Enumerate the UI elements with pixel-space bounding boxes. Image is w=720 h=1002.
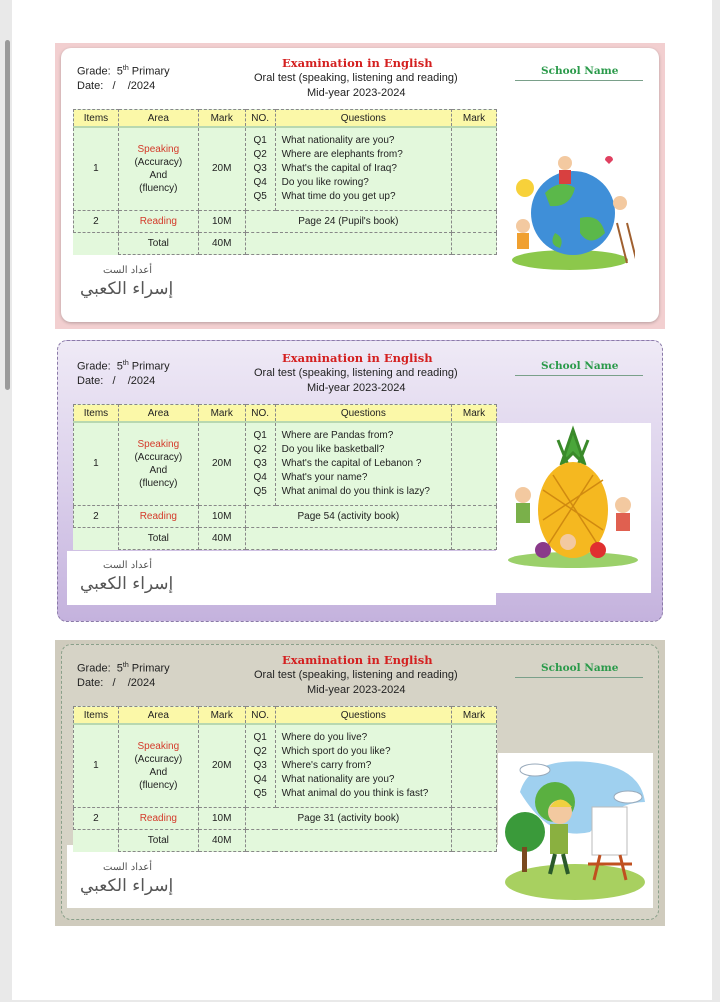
- item-number: 1: [74, 422, 119, 505]
- total-label: Total: [118, 232, 198, 254]
- empty-cell: [245, 232, 451, 254]
- mark-entry[interactable]: [452, 527, 497, 549]
- exam-period: Mid-year 2023-2024: [307, 382, 406, 394]
- table-row-speaking: [74, 422, 497, 505]
- grade-line: [77, 662, 170, 675]
- question-number: Q4: [253, 471, 267, 483]
- question-text: What nationality are you?: [281, 773, 395, 785]
- column-header: Mark: [198, 707, 245, 725]
- total-mark: 40M: [198, 829, 245, 851]
- grade-number: 5: [116, 662, 123, 675]
- grade-suffix: th: [122, 65, 129, 72]
- exam-card: [55, 640, 665, 926]
- table-row-total: [74, 829, 497, 851]
- question-number: Q5: [253, 485, 267, 497]
- question-number: Q3: [253, 162, 267, 174]
- column-header: Area: [118, 707, 198, 725]
- question-numbers: [245, 127, 275, 210]
- mark-entry[interactable]: [452, 829, 497, 851]
- school-name: School Name: [541, 662, 619, 674]
- question-text: Which sport do you like?: [281, 745, 391, 757]
- table-row-total: [74, 232, 497, 254]
- column-header: Items: [74, 707, 119, 725]
- question-number: Q1: [253, 134, 267, 146]
- question-number: Q4: [253, 176, 267, 188]
- area-detail: (fluency): [139, 477, 178, 489]
- empty-cell: [245, 829, 451, 851]
- area-speaking: Speaking: [137, 438, 180, 450]
- grade-label: Grade:: [77, 662, 111, 675]
- date-value: / /2024: [112, 80, 156, 92]
- reading-page: Page 31 (activity book): [245, 807, 451, 829]
- area-cell: [118, 724, 198, 807]
- signature-line1: أعداد الست: [103, 560, 152, 571]
- column-header: NO.: [245, 110, 275, 128]
- grade-line: [77, 65, 170, 78]
- mark-value: 10M: [198, 505, 245, 527]
- date-label: Date:: [77, 375, 104, 387]
- exam-title: Examination in English: [282, 351, 433, 365]
- mark-entry[interactable]: [452, 210, 497, 232]
- table-header-row: [74, 707, 497, 725]
- table-header-row: [74, 405, 497, 423]
- reading-page: Page 54 (activity book): [245, 505, 451, 527]
- question-text: Where's carry from?: [281, 759, 372, 771]
- signature-line1: أعداد الست: [103, 265, 152, 276]
- date-line: [77, 80, 155, 92]
- item-number: 2: [74, 210, 119, 232]
- school-name-underline: [515, 80, 643, 81]
- item-number: 1: [74, 724, 119, 807]
- question-text: What's your name?: [281, 471, 368, 483]
- table-row-total: [74, 527, 497, 549]
- painter-kid-illustration: [500, 752, 650, 907]
- mark-value: 20M: [198, 724, 245, 807]
- exam-card: [55, 338, 665, 624]
- area-detail: (fluency): [139, 182, 178, 194]
- area-reading: Reading: [118, 807, 198, 829]
- mark-entry[interactable]: [452, 127, 497, 210]
- column-header: Mark: [198, 110, 245, 128]
- signature-line2: إسراء الكعبي: [80, 279, 174, 299]
- exam-card: [55, 43, 665, 329]
- grade-number: 5: [116, 360, 123, 373]
- mark-entry[interactable]: [452, 724, 497, 807]
- area-reading: Reading: [118, 505, 198, 527]
- globe-kids-illustration: [505, 148, 635, 278]
- question-text: What animal do you think is fast?: [281, 787, 429, 799]
- column-header: Area: [118, 405, 198, 423]
- question-numbers: [245, 422, 275, 505]
- mark-entry[interactable]: [452, 807, 497, 829]
- question-number: Q1: [253, 731, 267, 743]
- scrollbar[interactable]: [5, 40, 10, 390]
- mark-value: 10M: [198, 807, 245, 829]
- total-mark: 40M: [198, 232, 245, 254]
- column-header: Questions: [275, 405, 451, 423]
- grade-text: Primary: [131, 65, 170, 78]
- mark-value: 20M: [198, 127, 245, 210]
- question-number: Q5: [253, 787, 267, 799]
- empty-cell: [74, 527, 119, 549]
- table-row-reading: [74, 505, 497, 527]
- exam-table: [73, 404, 497, 550]
- grade-label: Grade:: [77, 360, 111, 373]
- question-text: What animal do you think is lazy?: [281, 485, 430, 497]
- empty-cell: [245, 527, 451, 549]
- total-label: Total: [118, 527, 198, 549]
- question-text: Where do you live?: [281, 731, 368, 743]
- column-header: NO.: [245, 707, 275, 725]
- question-text: Do you like rowing?: [281, 176, 369, 188]
- area-detail: And: [149, 464, 168, 476]
- question-number: Q4: [253, 773, 267, 785]
- date-value: / /2024: [112, 375, 156, 387]
- column-header: Mark: [452, 110, 497, 128]
- column-header: Items: [74, 405, 119, 423]
- mark-entry[interactable]: [452, 505, 497, 527]
- area-detail: (Accuracy): [134, 156, 183, 168]
- area-detail: And: [149, 169, 168, 181]
- question-number: Q2: [253, 745, 267, 757]
- pineapple-kids-illustration: [498, 420, 648, 575]
- mark-value: 20M: [198, 422, 245, 505]
- total-mark: 40M: [198, 527, 245, 549]
- school-name: School Name: [541, 360, 619, 372]
- exam-table: [73, 706, 497, 852]
- area-detail: (Accuracy): [134, 753, 183, 765]
- question-text: What time do you get up?: [281, 190, 396, 202]
- date-value: / /2024: [112, 677, 156, 689]
- mark-entry[interactable]: [452, 232, 497, 254]
- empty-cell: [74, 829, 119, 851]
- column-header: NO.: [245, 405, 275, 423]
- school-name-underline: [515, 375, 643, 376]
- exam-subtitle: Oral test (speaking, listening and reading): [254, 72, 458, 84]
- question-number: Q3: [253, 457, 267, 469]
- question-text: Do you like basketball?: [281, 443, 385, 455]
- mark-value: 10M: [198, 210, 245, 232]
- question-text: What nationality are you?: [281, 134, 395, 146]
- table-row-reading: [74, 807, 497, 829]
- grade-text: Primary: [131, 662, 170, 675]
- grade-suffix: th: [122, 662, 129, 669]
- signature-line2: إسراء الكعبي: [80, 574, 174, 594]
- exam-subtitle: Oral test (speaking, listening and reading): [254, 669, 458, 681]
- question-numbers: [245, 724, 275, 807]
- question-text: What's the capital of Lebanon ?: [281, 457, 422, 469]
- grade-label: Grade:: [77, 65, 111, 78]
- area-detail: (fluency): [139, 779, 178, 791]
- questions-list: [275, 724, 451, 807]
- question-number: Q3: [253, 759, 267, 771]
- signature-line2: إسراء الكعبي: [80, 876, 174, 896]
- grade-suffix: th: [122, 360, 129, 367]
- table-row-speaking: [74, 724, 497, 807]
- item-number: 2: [74, 807, 119, 829]
- exam-period: Mid-year 2023-2024: [307, 684, 406, 696]
- school-name-underline: [515, 677, 643, 678]
- mark-entry[interactable]: [452, 422, 497, 505]
- question-number: Q2: [253, 443, 267, 455]
- column-header: Mark: [198, 405, 245, 423]
- item-number: 1: [74, 127, 119, 210]
- grade-line: [77, 360, 170, 373]
- table-header-row: [74, 110, 497, 128]
- date-line: [77, 677, 155, 689]
- table-row-reading: [74, 210, 497, 232]
- exam-title: Examination in English: [282, 653, 433, 667]
- area-speaking: Speaking: [137, 143, 180, 155]
- question-text: Where are elephants from?: [281, 148, 403, 160]
- date-label: Date:: [77, 677, 104, 689]
- grade-number: 5: [116, 65, 123, 78]
- column-header: Questions: [275, 110, 451, 128]
- question-number: Q5: [253, 190, 267, 202]
- question-text: Where are Pandas from?: [281, 429, 394, 441]
- exam-table: [73, 109, 497, 255]
- area-cell: [118, 127, 198, 210]
- question-text: What's the capital of Iraq?: [281, 162, 397, 174]
- question-number: Q1: [253, 429, 267, 441]
- table-row-speaking: [74, 127, 497, 210]
- column-header: Mark: [452, 707, 497, 725]
- date-line: [77, 375, 155, 387]
- exam-subtitle: Oral test (speaking, listening and reading): [254, 367, 458, 379]
- school-name: School Name: [541, 65, 619, 77]
- questions-list: [275, 422, 451, 505]
- column-header: Items: [74, 110, 119, 128]
- area-detail: And: [149, 766, 168, 778]
- signature-line1: أعداد الست: [103, 862, 152, 873]
- column-header: Mark: [452, 405, 497, 423]
- empty-cell: [74, 232, 119, 254]
- exam-period: Mid-year 2023-2024: [307, 87, 406, 99]
- question-number: Q2: [253, 148, 267, 160]
- column-header: Questions: [275, 707, 451, 725]
- questions-list: [275, 127, 451, 210]
- date-label: Date:: [77, 80, 104, 92]
- total-label: Total: [118, 829, 198, 851]
- grade-text: Primary: [131, 360, 170, 373]
- area-reading: Reading: [118, 210, 198, 232]
- item-number: 2: [74, 505, 119, 527]
- exam-title: Examination in English: [282, 56, 433, 70]
- reading-page: Page 24 (Pupil's book): [245, 210, 451, 232]
- area-cell: [118, 422, 198, 505]
- area-speaking: Speaking: [137, 740, 180, 752]
- column-header: Area: [118, 110, 198, 128]
- area-detail: (Accuracy): [134, 451, 183, 463]
